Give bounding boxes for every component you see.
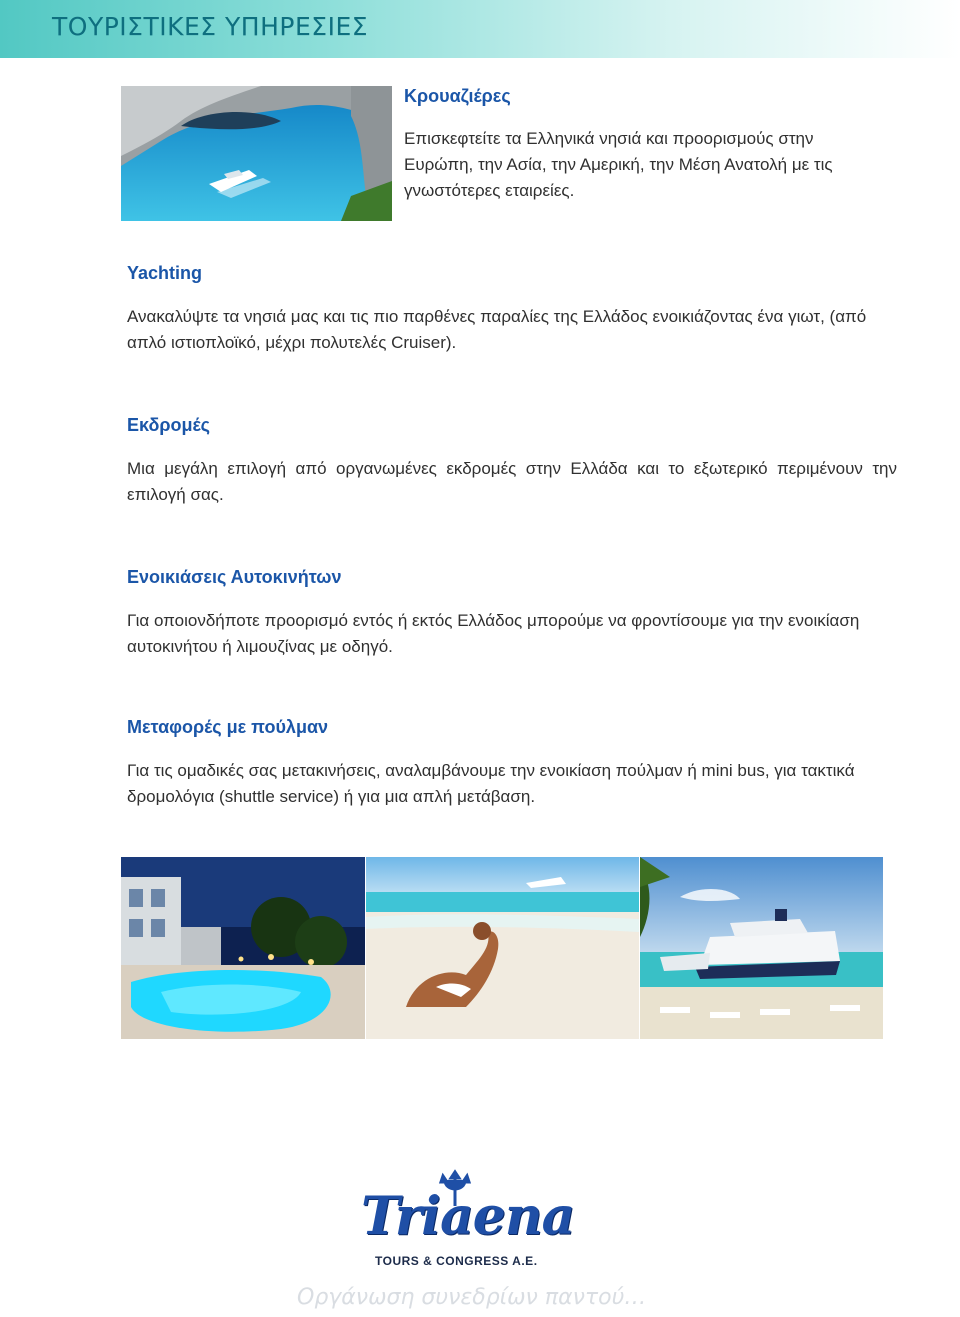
yachting-text: Ανακαλύψτε τα νησιά μας και τις πιο παρθένες παραλίες της Ελλάδος ενοικιάζοντας ένα γιωτ, (από απλό ιστιοπλοϊκό, μέχρι πολυτελές Cruiser).: [127, 307, 867, 352]
car-rentals-heading: Ενοικιάσεις Αυτοκινήτων: [127, 567, 342, 587]
footer-tagline: Οργάνωση συνεδρίων παντού…: [297, 1285, 647, 1310]
excursions-text: Μια μεγάλη επιλογή από οργανωμένες εκδρομές στην Ελλάδα και το εξωτερικό περιμένουν την επιλογή σας.: [127, 459, 897, 504]
page-title: ΤΟΥΡΙΣΤΙΚΕΣ ΥΠΗΡΕΣΙΕΣ: [52, 12, 369, 41]
header-banner: [0, 0, 960, 58]
company-logo: [355, 1168, 575, 1276]
cruises-text: Επισκεφτείτε τα Ελληνικά νησιά και προορισμούς στην Ευρώπη, την Ασία, την Αμερική, την Μέση Ανατολή με τις γνωστότερες εταιρείες.: [404, 129, 833, 200]
yachting-heading: Yachting: [127, 263, 203, 283]
excursions-heading: Εκδρομές: [127, 415, 210, 435]
cruise-ships-photo: [640, 857, 883, 1039]
cruise-photo: [121, 86, 392, 221]
logo-subtitle: TOURS & CONGRESS A.E.: [375, 1254, 538, 1268]
cruises-heading: Κρουαζιέρες: [404, 86, 511, 106]
beach-photo: [366, 857, 639, 1039]
coach-transfers-text: Για τις ομαδικές σας μετακινήσεις, αναλαμβάνουμε την ενοικίαση πούλμαν ή mini bus, για τακτικά δρομολόγια (shuttle service) ή για μια απλή μετάβαση.: [127, 761, 855, 806]
car-rentals-text: Για οποιονδήποτε προορισμό εντός ή εκτός Ελλάδος μπορούμε να φροντίσουμε για την ενοικίαση αυτοκινήτου ή λιμουζίνας με οδηγό.: [127, 611, 860, 656]
pool-photo: [121, 857, 365, 1039]
coach-transfers-heading: Μεταφορές με πούλμαν: [127, 717, 329, 737]
logo-wordmark: Triaena: [361, 1186, 575, 1247]
